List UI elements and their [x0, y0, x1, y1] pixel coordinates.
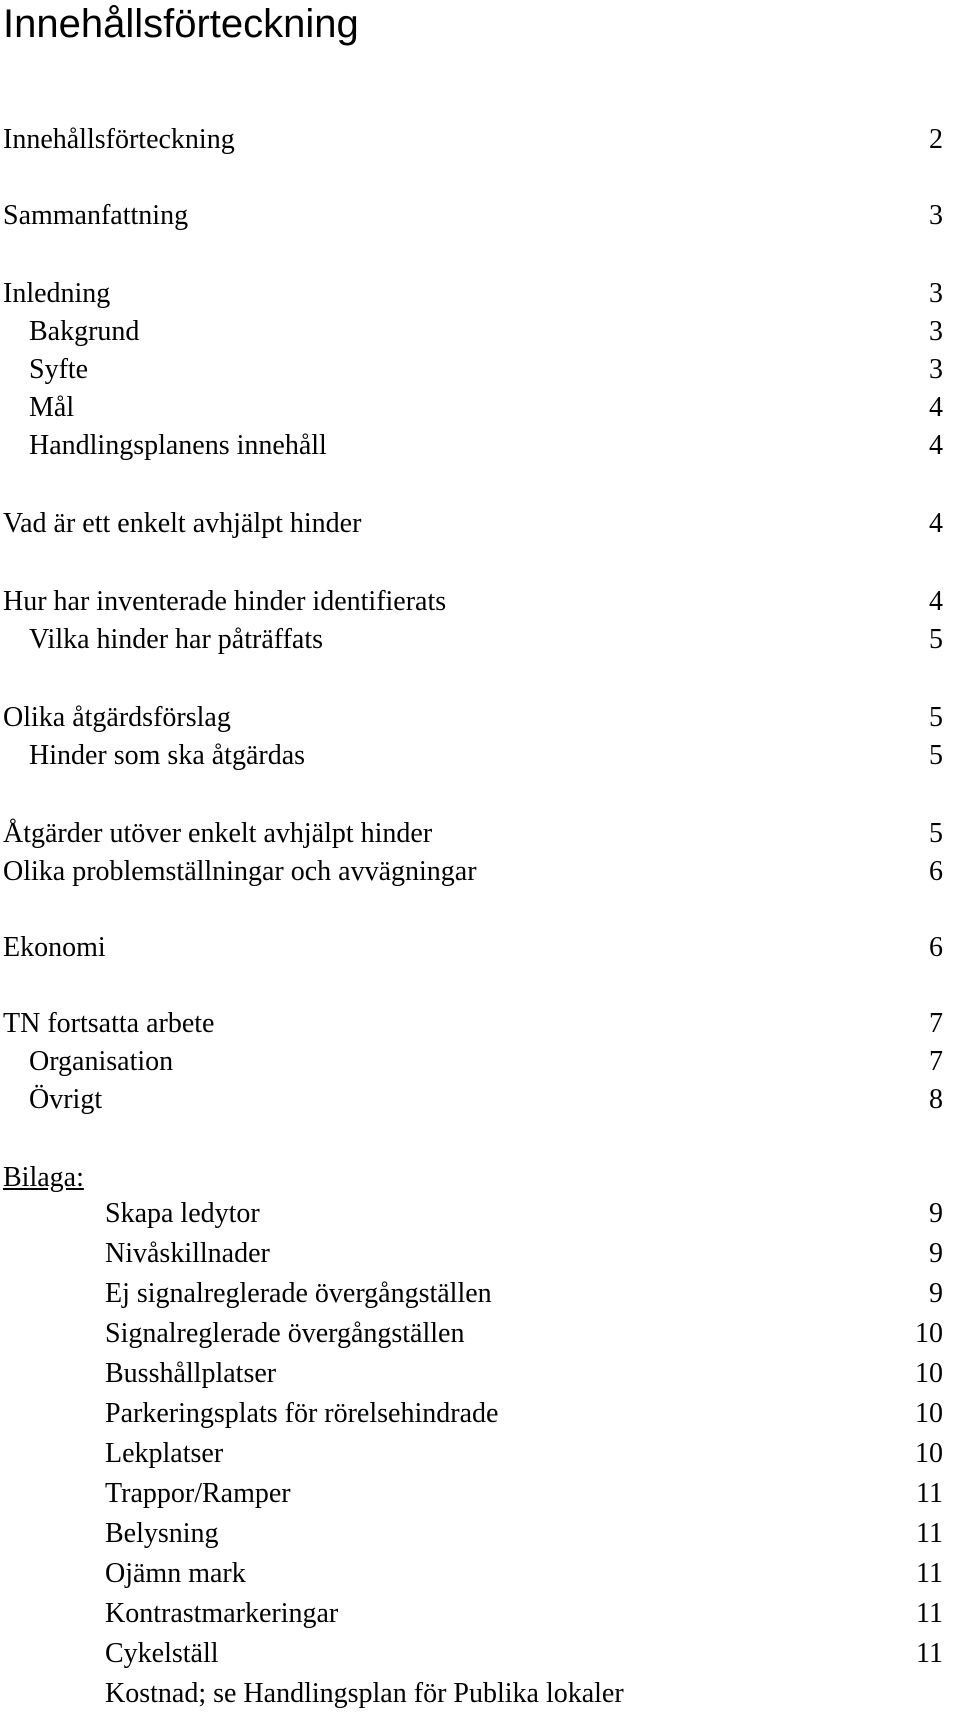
- bilaga-entry-label: Belysning: [105, 1518, 219, 1549]
- bilaga-entry-page: 9: [929, 1278, 943, 1309]
- toc-entry-page: 5: [929, 624, 943, 655]
- toc-entry-page: 7: [929, 1046, 943, 1077]
- toc-entry-label: Olika problemställningar och avvägningar: [3, 856, 477, 887]
- toc-entry-page: 6: [929, 856, 943, 887]
- bilaga-entry-label: Cykelställ: [105, 1638, 219, 1669]
- toc-entry-page: 5: [929, 702, 943, 733]
- toc-entry-page: 4: [929, 392, 943, 423]
- bilaga-entry-page: 11: [916, 1598, 943, 1629]
- page-title: Innehållsförteckning: [3, 2, 359, 46]
- toc-entry-label: Innehållsförteckning: [3, 124, 235, 155]
- bilaga-entry-label: Lekplatser: [105, 1438, 224, 1469]
- toc-entry-page: 3: [929, 354, 943, 385]
- toc-entry: [3, 1082, 943, 1118]
- toc-entry-label: Övrigt: [29, 1084, 103, 1115]
- bilaga-entry: [3, 1676, 943, 1712]
- bilaga-entry-page: 10: [915, 1438, 943, 1469]
- toc-entry-page: 3: [929, 278, 943, 309]
- toc-entry-page: 3: [929, 200, 943, 231]
- toc-entry-label: Åtgärder utöver enkelt avhjälpt hinder: [3, 818, 433, 849]
- bilaga-entry-page: 9: [929, 1198, 943, 1229]
- toc-entry-page: 5: [929, 818, 943, 849]
- toc-entry: [3, 854, 943, 890]
- bilaga-entry-page: 11: [916, 1638, 943, 1669]
- bilaga-entry: [3, 1356, 943, 1392]
- bilaga-entry-page: 11: [916, 1478, 943, 1509]
- bilaga-entry-label: Nivåskillnader: [105, 1238, 270, 1269]
- bilaga-entry-label: Signalreglerade övergångställen: [105, 1318, 465, 1349]
- toc-entry-page: 5: [929, 740, 943, 771]
- toc-entry: [3, 700, 943, 736]
- bilaga-entry: [3, 1276, 943, 1312]
- bilaga-entry: [3, 1396, 943, 1432]
- toc-entry-label: Vilka hinder har påträffats: [29, 624, 324, 655]
- toc-entry: [3, 122, 943, 158]
- toc-entry-label: Vad är ett enkelt avhjälpt hinder: [3, 508, 362, 539]
- toc-entry: [3, 428, 943, 464]
- bilaga-entry-label: Kostnad; se Handlingsplan för Publika lokaler: [105, 1678, 624, 1709]
- toc-entry-label: Mål: [29, 392, 75, 423]
- bilaga-entry-page: 9: [929, 1238, 943, 1269]
- bilaga-heading: Bilaga:: [3, 1162, 84, 1193]
- bilaga-entry: [3, 1196, 943, 1232]
- bilaga-entry-label: Parkeringsplats för rörelsehindrade: [105, 1398, 499, 1429]
- toc-entry: [3, 276, 943, 312]
- toc-entry-page: 6: [929, 932, 943, 963]
- bilaga-entry-label: Ojämn mark: [105, 1558, 246, 1589]
- toc-entry-page: 4: [929, 430, 943, 461]
- bilaga-entry: [3, 1596, 943, 1632]
- toc-entry-page: 4: [929, 508, 943, 539]
- bilaga-entry: [3, 1556, 943, 1592]
- bilaga-entry-page: 10: [915, 1318, 943, 1349]
- toc-entry: [3, 390, 943, 426]
- toc-entry: [3, 738, 943, 774]
- toc-entry-label: Sammanfattning: [3, 200, 189, 231]
- toc-entry: [3, 1044, 943, 1080]
- toc-entry-label: TN fortsatta arbete: [3, 1008, 215, 1039]
- bilaga-entry: [3, 1516, 943, 1552]
- toc-entry-label: Bakgrund: [29, 316, 140, 347]
- bilaga-entry-page: 11: [916, 1518, 943, 1549]
- toc-entry-label: Ekonomi: [3, 932, 106, 963]
- toc-entry-label: Hinder som ska åtgärdas: [29, 740, 306, 771]
- bilaga-entry: [3, 1636, 943, 1672]
- bilaga-entry-page: 10: [915, 1398, 943, 1429]
- bilaga-entry-label: Ej signalreglerade övergångställen: [105, 1278, 492, 1309]
- toc-entry: [3, 816, 943, 852]
- bilaga-entry-label: Busshållplatser: [105, 1358, 277, 1389]
- toc-entry-page: 4: [929, 586, 943, 617]
- bilaga-entry-label: Trappor/Ramper: [105, 1478, 291, 1509]
- toc-entry: [3, 352, 943, 388]
- bilaga-entry: [3, 1236, 943, 1272]
- toc-entry-page: 2: [929, 124, 943, 155]
- bilaga-entry-page: 11: [916, 1558, 943, 1589]
- toc-entry: [3, 1006, 943, 1042]
- toc-entry: [3, 584, 943, 620]
- toc-entry-page: 3: [929, 316, 943, 347]
- toc-entry: [3, 198, 943, 234]
- toc-entry-label: Inledning: [3, 278, 111, 309]
- toc-entry-label: Organisation: [29, 1046, 174, 1077]
- toc-entry-page: 7: [929, 1008, 943, 1039]
- bilaga-entry: [3, 1436, 943, 1472]
- toc-entry: [3, 622, 943, 658]
- toc-entry-label: Hur har inventerade hinder identifierats: [3, 586, 447, 617]
- bilaga-entry-page: 10: [915, 1358, 943, 1389]
- toc-entry-label: Syfte: [29, 354, 89, 385]
- bilaga-entry-label: Kontrastmarkeringar: [105, 1598, 339, 1629]
- toc-entry: [3, 314, 943, 350]
- bilaga-entry: [3, 1316, 943, 1352]
- toc-entry-label: Olika åtgärdsförslag: [3, 702, 231, 733]
- toc-entry: [3, 930, 943, 966]
- toc-entry: [3, 506, 943, 542]
- bilaga-entry-label: Skapa ledytor: [105, 1198, 260, 1229]
- toc-entry-label: Handlingsplanens innehåll: [29, 430, 327, 461]
- bilaga-entry: [3, 1476, 943, 1512]
- toc-entry-page: 8: [929, 1084, 943, 1115]
